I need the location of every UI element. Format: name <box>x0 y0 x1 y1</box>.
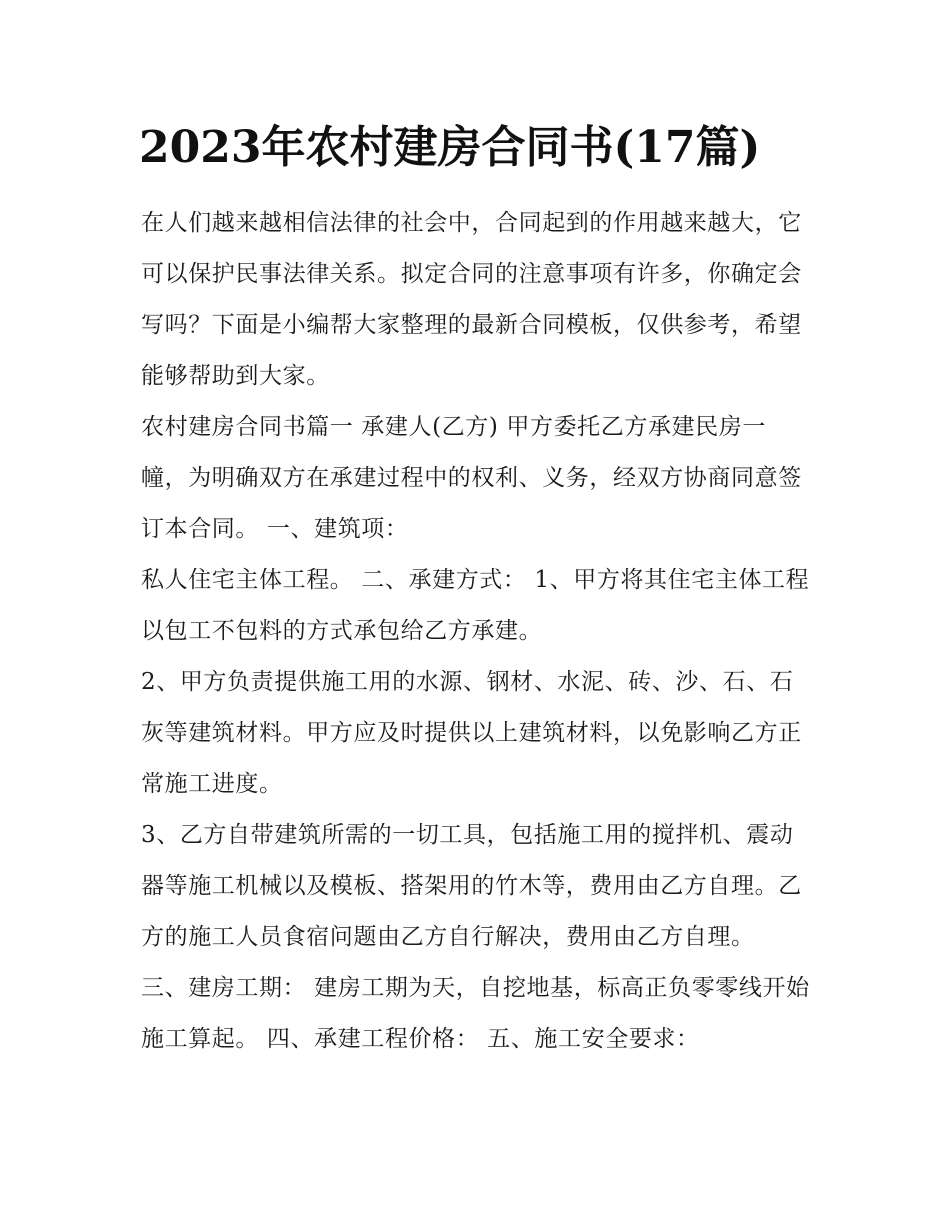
paragraph-clause-2: 2、甲方负责提供施工用的水源、钢材、水泥、砖、沙、石、石灰等建筑材料。甲方应及时提供以上建筑材料，以免影响乙方正常施工进度。 <box>141 669 802 797</box>
paragraph-construction-method: 私人住宅主体工程。 二、承建方式： 1、甲方将其住宅主体工程以包工不包料的方式承包给乙方承建。 <box>141 567 810 644</box>
document-body <box>141 198 813 1065</box>
paragraph-schedule-and-price: 三、建房工期： 建房工期为天，自挖地基，标高正负零零线开始施工算起。 四、承建工程价格： 五、施工安全要求： <box>141 975 810 1052</box>
paragraph-intro: 在人们越来越相信法律的社会中，合同起到的作用越来越大，它可以保护民事法律关系。拟定合同的注意事项有许多，你确定会写吗？下面是小编帮大家整理的最新合同模板，仅供参考，希望能够帮助到大家。 <box>141 210 802 389</box>
paragraph-clause-3: 3、乙方自带建筑所需的一切工具，包括施工用的搅拌机、震动器等施工机械以及模板、搭架用的竹木等，费用由乙方自理。乙方的施工人员食宿问题由乙方自行解决，费用由乙方自理。 <box>141 822 802 950</box>
paragraph-contract-preamble: 农村建房合同书篇一 承建人(乙方) 甲方委托乙方承建民房一幢，为明确双方在承建过程中的权利、义务，经双方协商同意签订本合同。 一、建筑项： <box>141 414 802 542</box>
document-title: 2023年农村建房合同书(17篇) <box>139 122 761 173</box>
